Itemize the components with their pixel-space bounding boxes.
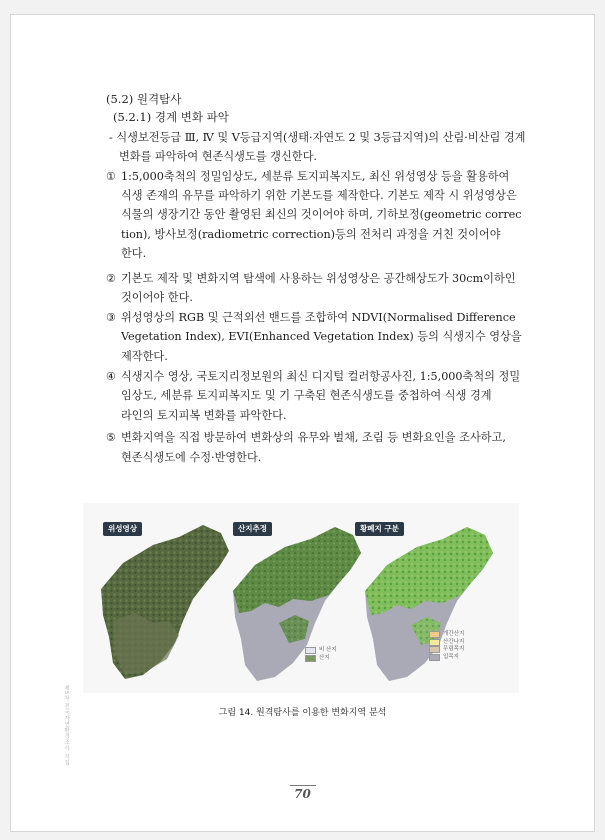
satellite-map-shade	[113, 613, 179, 675]
legend-swatch	[429, 639, 440, 646]
item-marker: ⑤	[106, 431, 117, 444]
legend-item	[305, 647, 337, 655]
item-marker: ②	[106, 272, 117, 285]
legend-item	[429, 639, 464, 647]
legend-swatch	[429, 654, 440, 661]
intro-line-1: - 식생보전등급 Ⅲ, Ⅳ 및 Ⅴ등급지역(생태·자연도 2 및 3등급지역)의 산림·비산림 경계	[109, 131, 526, 144]
item-line: Vegetation Index), EVI(Enhanced Vegetation Index) 등의 식생지수 영상을	[121, 330, 522, 343]
legend-item	[429, 654, 464, 662]
legend-label: 무림목지	[443, 646, 465, 652]
item-line: 한다.	[121, 247, 147, 260]
item-marker: ③	[106, 311, 117, 324]
legend-item	[429, 646, 464, 654]
item-line: 제작한다.	[121, 350, 168, 363]
item-line: tion), 방사보정(radiometric correction)등의 전처리 과정을 거친 것이어야	[121, 228, 501, 241]
item-marker: ①	[106, 170, 117, 183]
legend-item	[305, 655, 337, 663]
legend-swatch	[305, 647, 316, 654]
item-line: 라인의 토지피복 변화를 파악한다.	[121, 409, 287, 422]
item-line: 1:5,000축척의 정밀임상도, 세분류 토지피복지도, 최신 위성영상 등을 활용하여	[121, 170, 510, 183]
figure-remote-sensing	[83, 503, 519, 693]
item-line: 임상도, 세분류 토지피복지도 및 기 구축된 현존식생도를 중첩하여 식생 경계	[121, 389, 492, 402]
legend-forest	[305, 647, 337, 662]
item-line: 식생지수 영상, 국토지리정보원의 최신 디지털 컬러항공사진, 1:5,000축척의 정밀	[121, 370, 521, 383]
legend-label: 입목지	[443, 653, 459, 660]
section-heading: (5.2) 원격탐사	[106, 92, 182, 106]
item-line: 식물의 생장기간 동안 촬영된 최신의 것이어야 하며, 기하보정(geometric correc	[121, 208, 522, 221]
item-line: 기본도 제작 및 변화지역 탐색에 사용하는 위성영상은 공간해상도가 30cm이하인	[121, 272, 516, 285]
legend-swatch	[429, 646, 440, 653]
figure-maps	[83, 503, 519, 693]
panel-tag-satellite: 위성영상	[103, 522, 142, 536]
item-line: 것이어야 한다.	[121, 291, 193, 304]
page-number-rule	[290, 785, 316, 786]
page-number: 70	[294, 787, 311, 801]
legend-label: 산간나지	[443, 638, 465, 645]
subsection-heading: (5.2.1) 경계 변화 파악	[113, 110, 229, 124]
item-line: 현존식생도에 수정·반영한다.	[121, 451, 262, 464]
item-line: 변화지역을 직접 방문하여 변화상의 유무와 벌채, 조림 등 변화요인을 조사하고,	[121, 431, 506, 444]
figure-caption: 그림 14. 원격탐사를 이용한 변화지역 분석	[218, 708, 387, 718]
legend-swatch	[305, 655, 316, 662]
list-item	[106, 370, 520, 384]
list-item	[106, 170, 509, 184]
item-line: 위성영상의 RGB 및 근적외선 밴드를 조합하여 NDVI(Normalised Difference	[121, 311, 516, 324]
panel-tag-forest: 산지추정	[233, 522, 272, 536]
list-item	[106, 311, 516, 325]
legend-label: 비 산지	[319, 647, 337, 653]
legend-item	[429, 631, 464, 639]
legend-swatch	[429, 631, 440, 638]
intro-line-2: 변화를 파악하여 현존식생도를 갱신한다.	[119, 150, 317, 163]
panel-tag-degraded: 황폐지 구분	[355, 522, 404, 536]
side-running-title: 제5차 전국자연환경조사 지침	[63, 685, 69, 766]
item-line: 식생 존재의 유무를 파악하기 위한 기본도를 제작한다. 기본도 제작 시 위성영상은	[121, 189, 517, 202]
list-item	[106, 272, 516, 286]
item-marker: ④	[106, 370, 117, 383]
list-item	[106, 431, 506, 445]
legend-label: 개간산지	[443, 631, 465, 637]
legend-label: 산지	[319, 654, 330, 661]
legend-degraded	[429, 631, 464, 661]
